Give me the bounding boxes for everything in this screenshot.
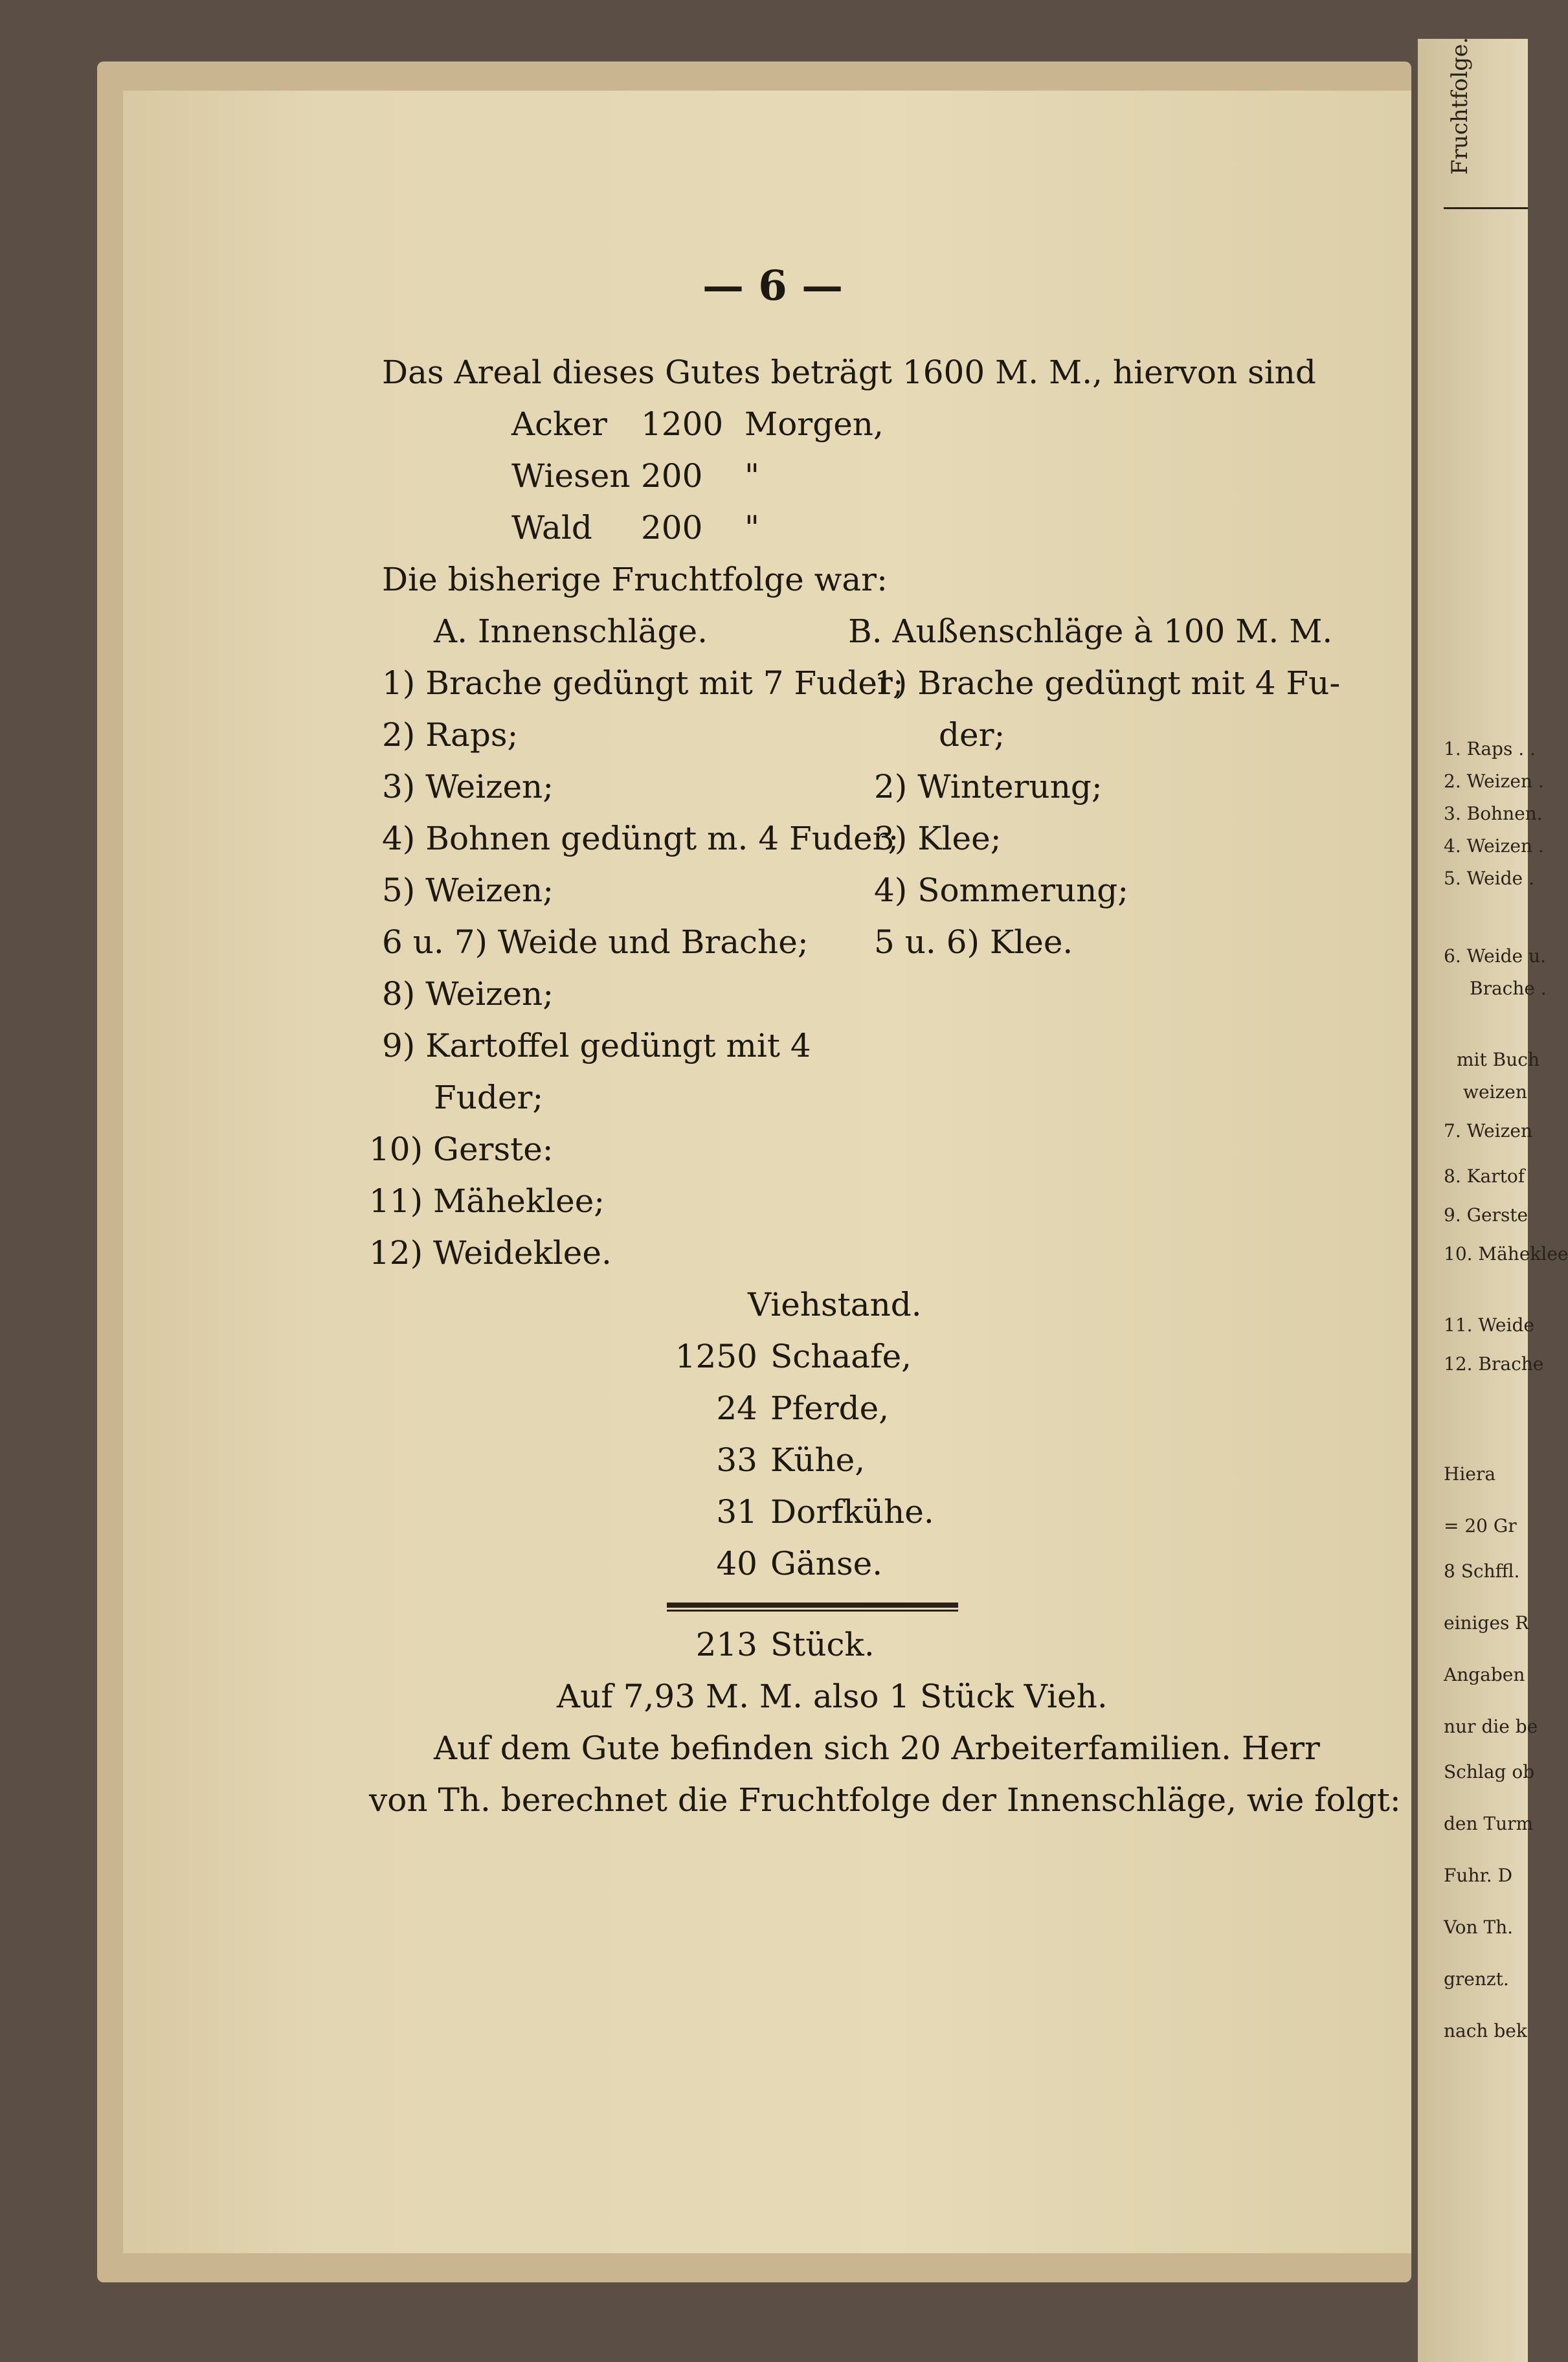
list-item: Fuder; [434,1079,544,1116]
area-label: Wiesen [511,457,631,495]
adjacent-text: Von Th. [1444,1917,1514,1938]
area-value: 1200 [641,405,724,443]
adjacent-row: 1. Raps . . [1444,738,1536,759]
adjacent-row: 4. Weizen . [1444,835,1544,857]
list-item: 9) Kartoffel gedüngt mit 4 [382,1027,811,1064]
adjacent-row: mit Buch [1457,1049,1540,1070]
ratio-line: Auf 7,93 M. M. also 1 Stück Vieh. [557,1678,1108,1715]
adjacent-text: Angaben [1444,1664,1525,1685]
closing-line-1: Auf dem Gute befinden sich 20 Arbeiterfamilien. Herr [434,1729,1320,1767]
area-unit: " [745,457,759,495]
rotation-intro: Die bisherige Fruchtfolge war: [382,561,888,598]
area-unit: " [745,509,759,546]
list-item: 3) Weizen; [382,768,554,805]
adjacent-row: 7. Weizen [1444,1120,1532,1142]
list-item: 11) Mäheklee; [369,1182,605,1220]
livestock-count: 31 [716,1493,757,1531]
list-item: 4) Sommerung; [874,872,1129,909]
area-value: 200 [641,457,703,495]
adjacent-sidebar-title: Fruchtfolge. [1447,37,1473,175]
adjacent-text: einiges R [1444,1612,1529,1634]
livestock-count: 40 [716,1545,757,1582]
adjacent-row: 11. Weide [1444,1314,1534,1336]
adjacent-page-fragment [1418,37,1568,2362]
adjacent-text: nur die be [1444,1716,1538,1737]
livestock-label: Pferde, [770,1389,890,1427]
livestock-count: 33 [716,1441,757,1479]
livestock-label: Schaafe, [770,1338,912,1375]
livestock-total-count: 213 [695,1626,757,1663]
list-item: 1) Brache gedüngt mit 7 Fuder; [382,664,904,702]
adjacent-text: = 20 Gr [1444,1515,1517,1536]
adjacent-text: den Turm [1444,1813,1534,1834]
area-label: Acker [511,405,607,443]
adjacent-text: 8 Schffl. [1444,1560,1520,1582]
adjacent-rule [1444,207,1528,209]
adjacent-row: 6. Weide u. [1444,945,1546,967]
adjacent-row: 9. Gerste [1444,1204,1529,1226]
adjacent-row: weizen [1463,1081,1527,1103]
list-item: 2) Raps; [382,716,519,754]
list-item: 6 u. 7) Weide und Brache; [382,923,809,961]
sum-rule-thin [667,1610,958,1612]
area-value: 200 [641,509,703,546]
livestock-count: 1250 [675,1338,757,1375]
area-unit: Morgen, [745,405,884,443]
area-label: Wald [511,509,592,546]
adjacent-text: nach bek [1444,2020,1527,2041]
list-item: 4) Bohnen gedüngt m. 4 Fuder; [382,820,899,857]
adjacent-text: Schlag ob [1444,1761,1535,1783]
adjacent-row: 8. Kartof [1444,1165,1525,1187]
list-item: 5 u. 6) Klee. [874,923,1073,961]
adjacent-row: 3. Bohnen. [1444,803,1543,824]
adjacent-row: 10. Mäheklee [1444,1243,1568,1265]
livestock-total-label: Stück. [770,1626,875,1663]
page-number: — 6 — [702,262,844,310]
livestock-label: Dorfkühe. [770,1493,934,1531]
livestock-heading: Viehstand. [748,1286,922,1323]
list-item: 10) Gerste: [369,1130,554,1168]
inner-heading: A. Innenschläge. [434,613,708,650]
adjacent-row: 5. Weide . [1444,868,1534,889]
area-intro: Das Areal dieses Gutes beträgt 1600 M. M., hiervon sind [382,354,1316,391]
list-item: 8) Weizen; [382,975,554,1013]
list-item: 1) Brache gedüngt mit 4 Fu- [874,664,1341,702]
list-item: 5) Weizen; [382,872,554,909]
book-page [123,91,1411,2253]
list-item: 2) Winterung; [874,768,1103,805]
adjacent-row: 2. Weizen . [1444,770,1544,792]
adjacent-row: 12. Brache [1444,1353,1544,1375]
adjacent-text: grenzt. [1444,1968,1509,1990]
list-item: 3) Klee; [874,820,1002,857]
outer-heading: B. Außenschläge à 100 M. M. [848,613,1333,650]
adjacent-text: Hiera [1444,1463,1496,1485]
adjacent-row: Brache . [1470,978,1547,999]
sum-rule [667,1603,958,1608]
list-item: 12) Weideklee. [369,1234,612,1272]
list-item: der; [939,716,1005,754]
livestock-label: Gänse. [770,1545,883,1582]
livestock-count: 24 [716,1389,757,1427]
adjacent-text: Fuhr. D [1444,1865,1513,1886]
closing-line-2: von Th. berechnet die Fruchtfolge der Innenschläge, wie folgt: [369,1781,1401,1819]
livestock-label: Kühe, [770,1441,866,1479]
